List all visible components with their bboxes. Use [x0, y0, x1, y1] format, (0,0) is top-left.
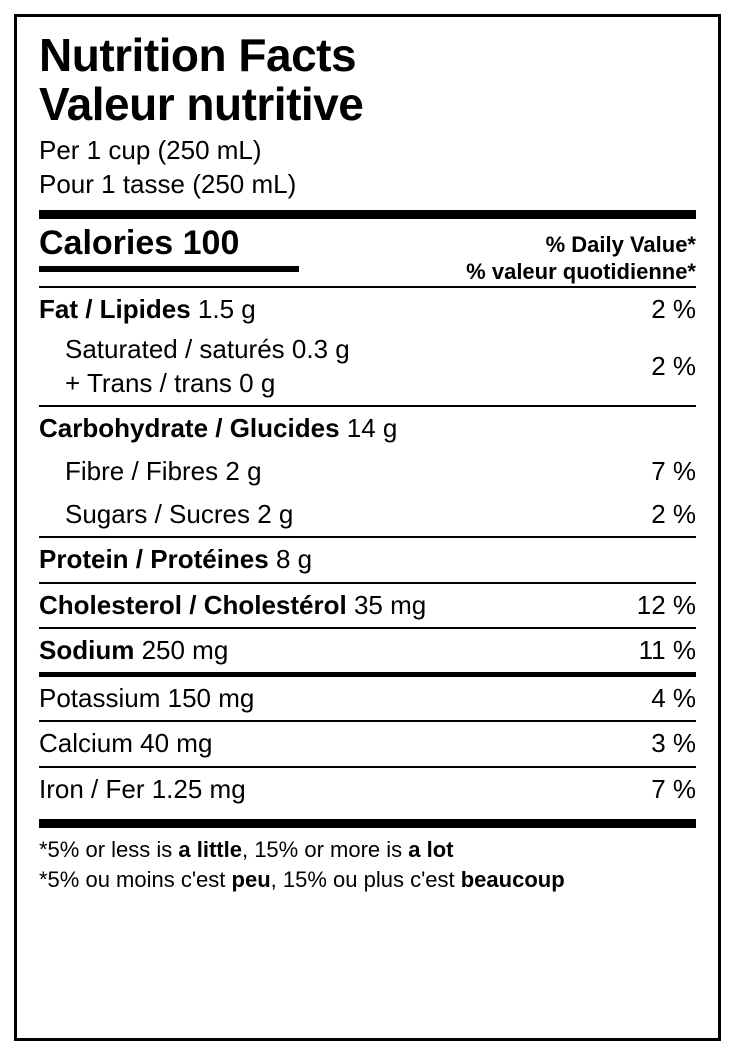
nutrient-dv-saturated-trans: 2 %: [651, 351, 696, 382]
nutrient-name-carbohydrate: Carbohydrate / Glucides: [39, 412, 340, 443]
nutrient-amount-cholesterol: 35 mg: [353, 589, 427, 620]
nutrient-dv-iron: 7 %: [651, 773, 696, 804]
divider-thick-top: [39, 210, 696, 219]
nutrient-row-potassium: [39, 677, 696, 720]
nutrient-name-saturated: Saturated / saturés: [65, 333, 285, 364]
nutrient-name-iron: Iron / Fer: [39, 773, 145, 804]
nutrient-row-sodium: [39, 629, 696, 672]
nutrient-dv-fat: 2 %: [651, 293, 696, 324]
footnote-fr-emphasis-peu: peu: [231, 867, 271, 893]
nutrient-amount-trans: 0 g: [239, 367, 276, 398]
serving-size-en: Per 1 cup (250 mL): [39, 134, 262, 165]
divider-thick-footnote: [39, 819, 696, 828]
nutrient-dv-sugars: 2 %: [651, 499, 696, 530]
nutrient-row-fat-subgroup: [39, 331, 696, 405]
footnote-fr-pre: *5% ou moins c'est: [39, 867, 232, 893]
nutrient-name-trans: + Trans / trans: [65, 367, 232, 398]
calories-underline: [39, 266, 299, 272]
footnote-fr-mid: , 15% ou plus c'est: [270, 867, 461, 893]
nutrient-row-fat: [39, 288, 696, 331]
nutrient-amount-fibre: 2 g: [225, 455, 262, 486]
nutrient-name-cholesterol: Cholesterol / Cholestérol: [39, 589, 347, 620]
nutrient-name-calcium: Calcium: [39, 728, 133, 759]
nutrient-dv-calcium: 3 %: [651, 728, 696, 759]
nutrient-row-calcium: [39, 722, 696, 765]
page-title-en: Nutrition Facts: [39, 29, 357, 81]
nutrient-dv-potassium: 4 %: [651, 683, 696, 714]
footnote-fr-emphasis-beaucoup: beaucoup: [460, 867, 565, 893]
nutrient-name-potassium: Potassium: [39, 683, 161, 714]
serving-size-fr: Pour 1 tasse (250 mL): [39, 169, 297, 200]
nutrient-amount-sodium: 250 mg: [141, 634, 229, 665]
footnote-en: [39, 835, 696, 865]
footnotes: [39, 828, 696, 896]
nutrient-row-cholesterol: [39, 584, 696, 627]
nutrient-amount-protein: 8 g: [275, 544, 313, 575]
nutrient-row-fibre: [39, 450, 696, 493]
daily-value-header-en: % Daily Value*: [545, 231, 696, 257]
daily-value-header: [466, 225, 696, 286]
nutrient-row-protein: [39, 538, 696, 581]
footnote-en-pre: *5% or less is: [39, 836, 179, 862]
nutrient-dv-sodium: 11 %: [638, 634, 696, 665]
nutrient-amount-potassium: 150 mg: [167, 683, 255, 714]
footnote-en-emphasis-little: a little: [178, 836, 242, 862]
daily-value-header-fr: % valeur quotidienne*: [466, 259, 696, 285]
nutrient-row-sugars: [39, 493, 696, 536]
nutrient-amount-fat: 1.5 g: [197, 293, 256, 324]
nutrition-facts-panel: [14, 14, 721, 1041]
calories-value: Calories 100: [39, 223, 240, 262]
nutrient-amount-carbohydrate: 14 g: [346, 412, 398, 443]
nutrient-row-trans: [39, 367, 651, 401]
footnote-en-emphasis-lot: a lot: [408, 836, 454, 862]
nutrient-name-sugars: Sugars / Sucres: [65, 499, 250, 530]
nutrient-row-iron: [39, 768, 696, 811]
footnote-en-mid: , 15% or more is: [241, 836, 409, 862]
nutrient-amount-iron: 1.25 mg: [151, 773, 246, 804]
footnote-fr: [39, 865, 696, 895]
page-title-fr: Valeur nutritive: [39, 77, 364, 130]
calories-row: [39, 219, 696, 286]
nutrient-name-fat: Fat / Lipides: [39, 293, 191, 324]
nutrient-amount-calcium: 40 mg: [140, 728, 213, 759]
nutrient-dv-fibre: 7 %: [651, 455, 696, 486]
nutrient-dv-cholesterol: 12 %: [636, 589, 696, 620]
nutrient-row-saturated: [39, 333, 651, 367]
nutrient-name-protein: Protein / Protéines: [39, 544, 269, 575]
nutrient-name-sodium: Sodium: [39, 634, 135, 665]
nutrient-name-fibre: Fibre / Fibres: [65, 455, 219, 486]
nutrient-row-carbohydrate: [39, 407, 696, 450]
nutrient-amount-saturated: 0.3 g: [291, 333, 350, 364]
nutrient-amount-sugars: 2 g: [257, 499, 294, 530]
